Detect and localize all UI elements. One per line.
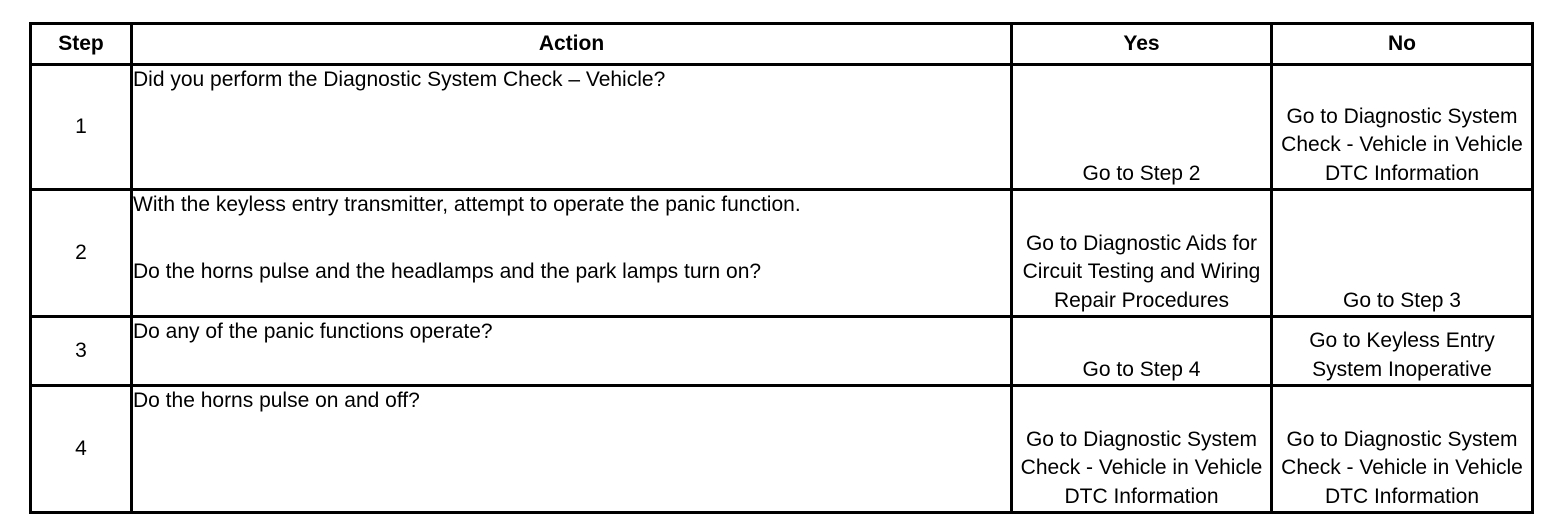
action-text: Do the horns pulse on and off? bbox=[133, 389, 420, 412]
no-cell: Go to Keyless Entry System Inoperative bbox=[1272, 317, 1533, 386]
step-number: 2 bbox=[31, 190, 132, 317]
action-cell bbox=[132, 65, 1012, 190]
no-cell: Go to Step 3 bbox=[1272, 190, 1533, 317]
yes-cell: Go to Diagnostic Aids for Circuit Testing and Wiring Repair Procedures bbox=[1012, 190, 1272, 317]
table-row bbox=[31, 317, 1533, 386]
paragraph-gap bbox=[133, 220, 1010, 258]
action-cell bbox=[132, 386, 1012, 513]
action-cell bbox=[132, 317, 1012, 386]
header-yes: Yes bbox=[1012, 24, 1272, 65]
header-row bbox=[31, 24, 1533, 65]
action-text: Do any of the panic functions operate? bbox=[133, 320, 493, 343]
action-question: Do the horns pulse and the headlamps and the park lamps turn on? bbox=[133, 259, 762, 283]
yes-cell: Go to Step 4 bbox=[1012, 317, 1272, 386]
table-row bbox=[31, 386, 1533, 513]
header-action: Action bbox=[132, 24, 1012, 65]
yes-cell: Go to Diagnostic System Check - Vehicle in Vehicle DTC Information bbox=[1012, 386, 1272, 513]
header-step: Step bbox=[31, 24, 132, 65]
no-cell: Go to Diagnostic System Check - Vehicle in Vehicle DTC Information bbox=[1272, 386, 1533, 513]
action-text: With the keyless entry transmitter, attempt to operate the panic function. bbox=[133, 193, 801, 216]
no-cell: Go to Diagnostic System Check - Vehicle in Vehicle DTC Information bbox=[1272, 65, 1533, 190]
yes-cell: Go to Step 2 bbox=[1012, 65, 1272, 190]
step-number: 4 bbox=[31, 386, 132, 513]
step-number: 3 bbox=[31, 317, 132, 386]
table-row bbox=[31, 190, 1533, 317]
header-no: No bbox=[1272, 24, 1533, 65]
table-row bbox=[31, 65, 1533, 190]
diagnostic-table bbox=[29, 22, 1534, 514]
step-number: 1 bbox=[31, 65, 132, 190]
action-cell bbox=[132, 190, 1012, 317]
action-text: Did you perform the Diagnostic System Check – Vehicle? bbox=[133, 68, 666, 91]
